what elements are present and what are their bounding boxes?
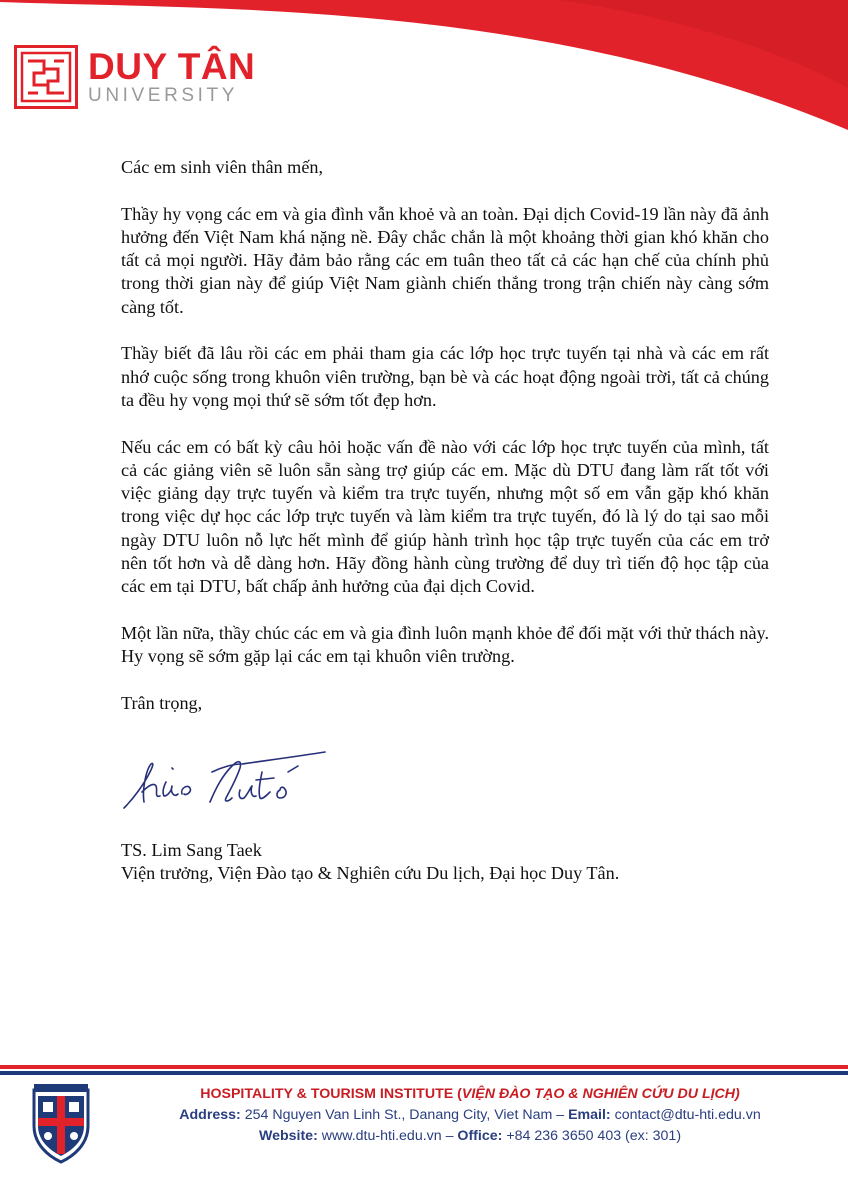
letter-greeting: Các em sinh viên thân mến,	[121, 157, 324, 177]
letter-body	[121, 156, 769, 715]
letter-closing: Trân trọng,	[121, 692, 203, 713]
letter-paragraph: Thầy biết đã lâu rồi các em phải tham gia các lớp học trực tuyến tại nhà và các em rất nhớ cuộc sống trong khuôn viên trường, bạn bè và các hoạt động ngoài trời, tất cả chúng ta đều hy vọng mọi thứ sẽ sớm tốt đẹp hơn.	[121, 343, 769, 410]
signer-block	[121, 839, 619, 886]
website-link[interactable]: www.dtu-hti.edu.vn –	[321, 1128, 454, 1144]
letter-paragraph: Một lần nữa, thầy chúc các em và gia đình luôn mạnh khỏe để đối mặt với thử thách này. Hy vọng sẽ sớm gặp lại các em tại khuôn viên trường.	[121, 622, 769, 667]
footer-website-line	[110, 1126, 830, 1147]
footer-title	[110, 1084, 830, 1105]
email-label: Email:	[568, 1107, 611, 1123]
footer-title-vietnamese: VIỆN ĐÀO TẠO & NGHIÊN CỨU DU LỊCH)	[461, 1086, 740, 1102]
footer-title-main: HOSPITALITY & TOURISM INSTITUTE (	[200, 1086, 462, 1102]
university-logo	[14, 44, 255, 110]
logo-name: DUY TÂN	[88, 46, 256, 87]
footer-contact	[110, 1084, 830, 1147]
office-label: Office:	[457, 1128, 503, 1144]
footer-divider-red	[0, 1065, 848, 1069]
office-phone: +84 236 3650 403 (ex: 301)	[506, 1128, 682, 1144]
duy-tan-logo-mark-icon	[14, 45, 78, 109]
letter-paragraph: Nếu các em có bất kỳ câu hỏi hoặc vấn đề nào với các lớp học trực tuyến của mình, tất cả các giảng viên sẽ luôn sẵn sàng trợ giúp các em. Mặc dù DTU đang làm rất tốt với việc giảng dạy trực tuyến và kiểm tra trực tuyến, nhưng một số em vẫn gặp khó khăn trong việc dự học các lớp trực tuyến và làm kiểm tra trực tuyến, đó là lý do tại sao mỗi ngày DTU luôn nỗ lực hết mình để giúp hành trình học tập trực tuyến của các em trở nên tốt hơn và dễ dàng hơn. Hãy đồng hành cùng trường để duy trì tiến độ học tập của các em tại DTU, bất chấp ảnh hưởng của đại dịch Covid.	[121, 436, 769, 597]
hospitality-tourism-crest-icon	[30, 1082, 92, 1164]
footer-divider-navy	[0, 1071, 848, 1075]
footer-address-line	[110, 1105, 830, 1126]
handwritten-signature	[120, 742, 335, 818]
address-value: 254 Nguyen Van Linh St., Danang City, Viet Nam –	[244, 1107, 565, 1123]
address-label: Address:	[179, 1107, 241, 1123]
logo-subtitle: UNIVERSITY	[88, 85, 239, 106]
email-link[interactable]: contact@dtu-hti.edu.vn	[614, 1107, 761, 1123]
signer-title: Viện trưởng, Viện Đào tạo & Nghiên cứu Du lịch, Đại học Duy Tân.	[121, 863, 620, 884]
website-label: Website:	[258, 1128, 318, 1144]
signer-name: TS. Lim Sang Taek	[121, 840, 262, 860]
letter-paragraph: Thầy hy vọng các em và gia đình vẫn khoẻ và an toàn. Đại dịch Covid-19 lần này đã ảnh hưởng đến Việt Nam khá nặng nề. Đây chắc chắn là một khoảng thời gian khó khăn cho tất cả mọi người. Hãy đảm bảo rằng các em tuân theo tất cả các hạn chế của chính phủ trong thời gian này để giúp Việt Nam giành chiến thắng trong trận chiến này càng sớm càng tốt.	[121, 203, 769, 317]
